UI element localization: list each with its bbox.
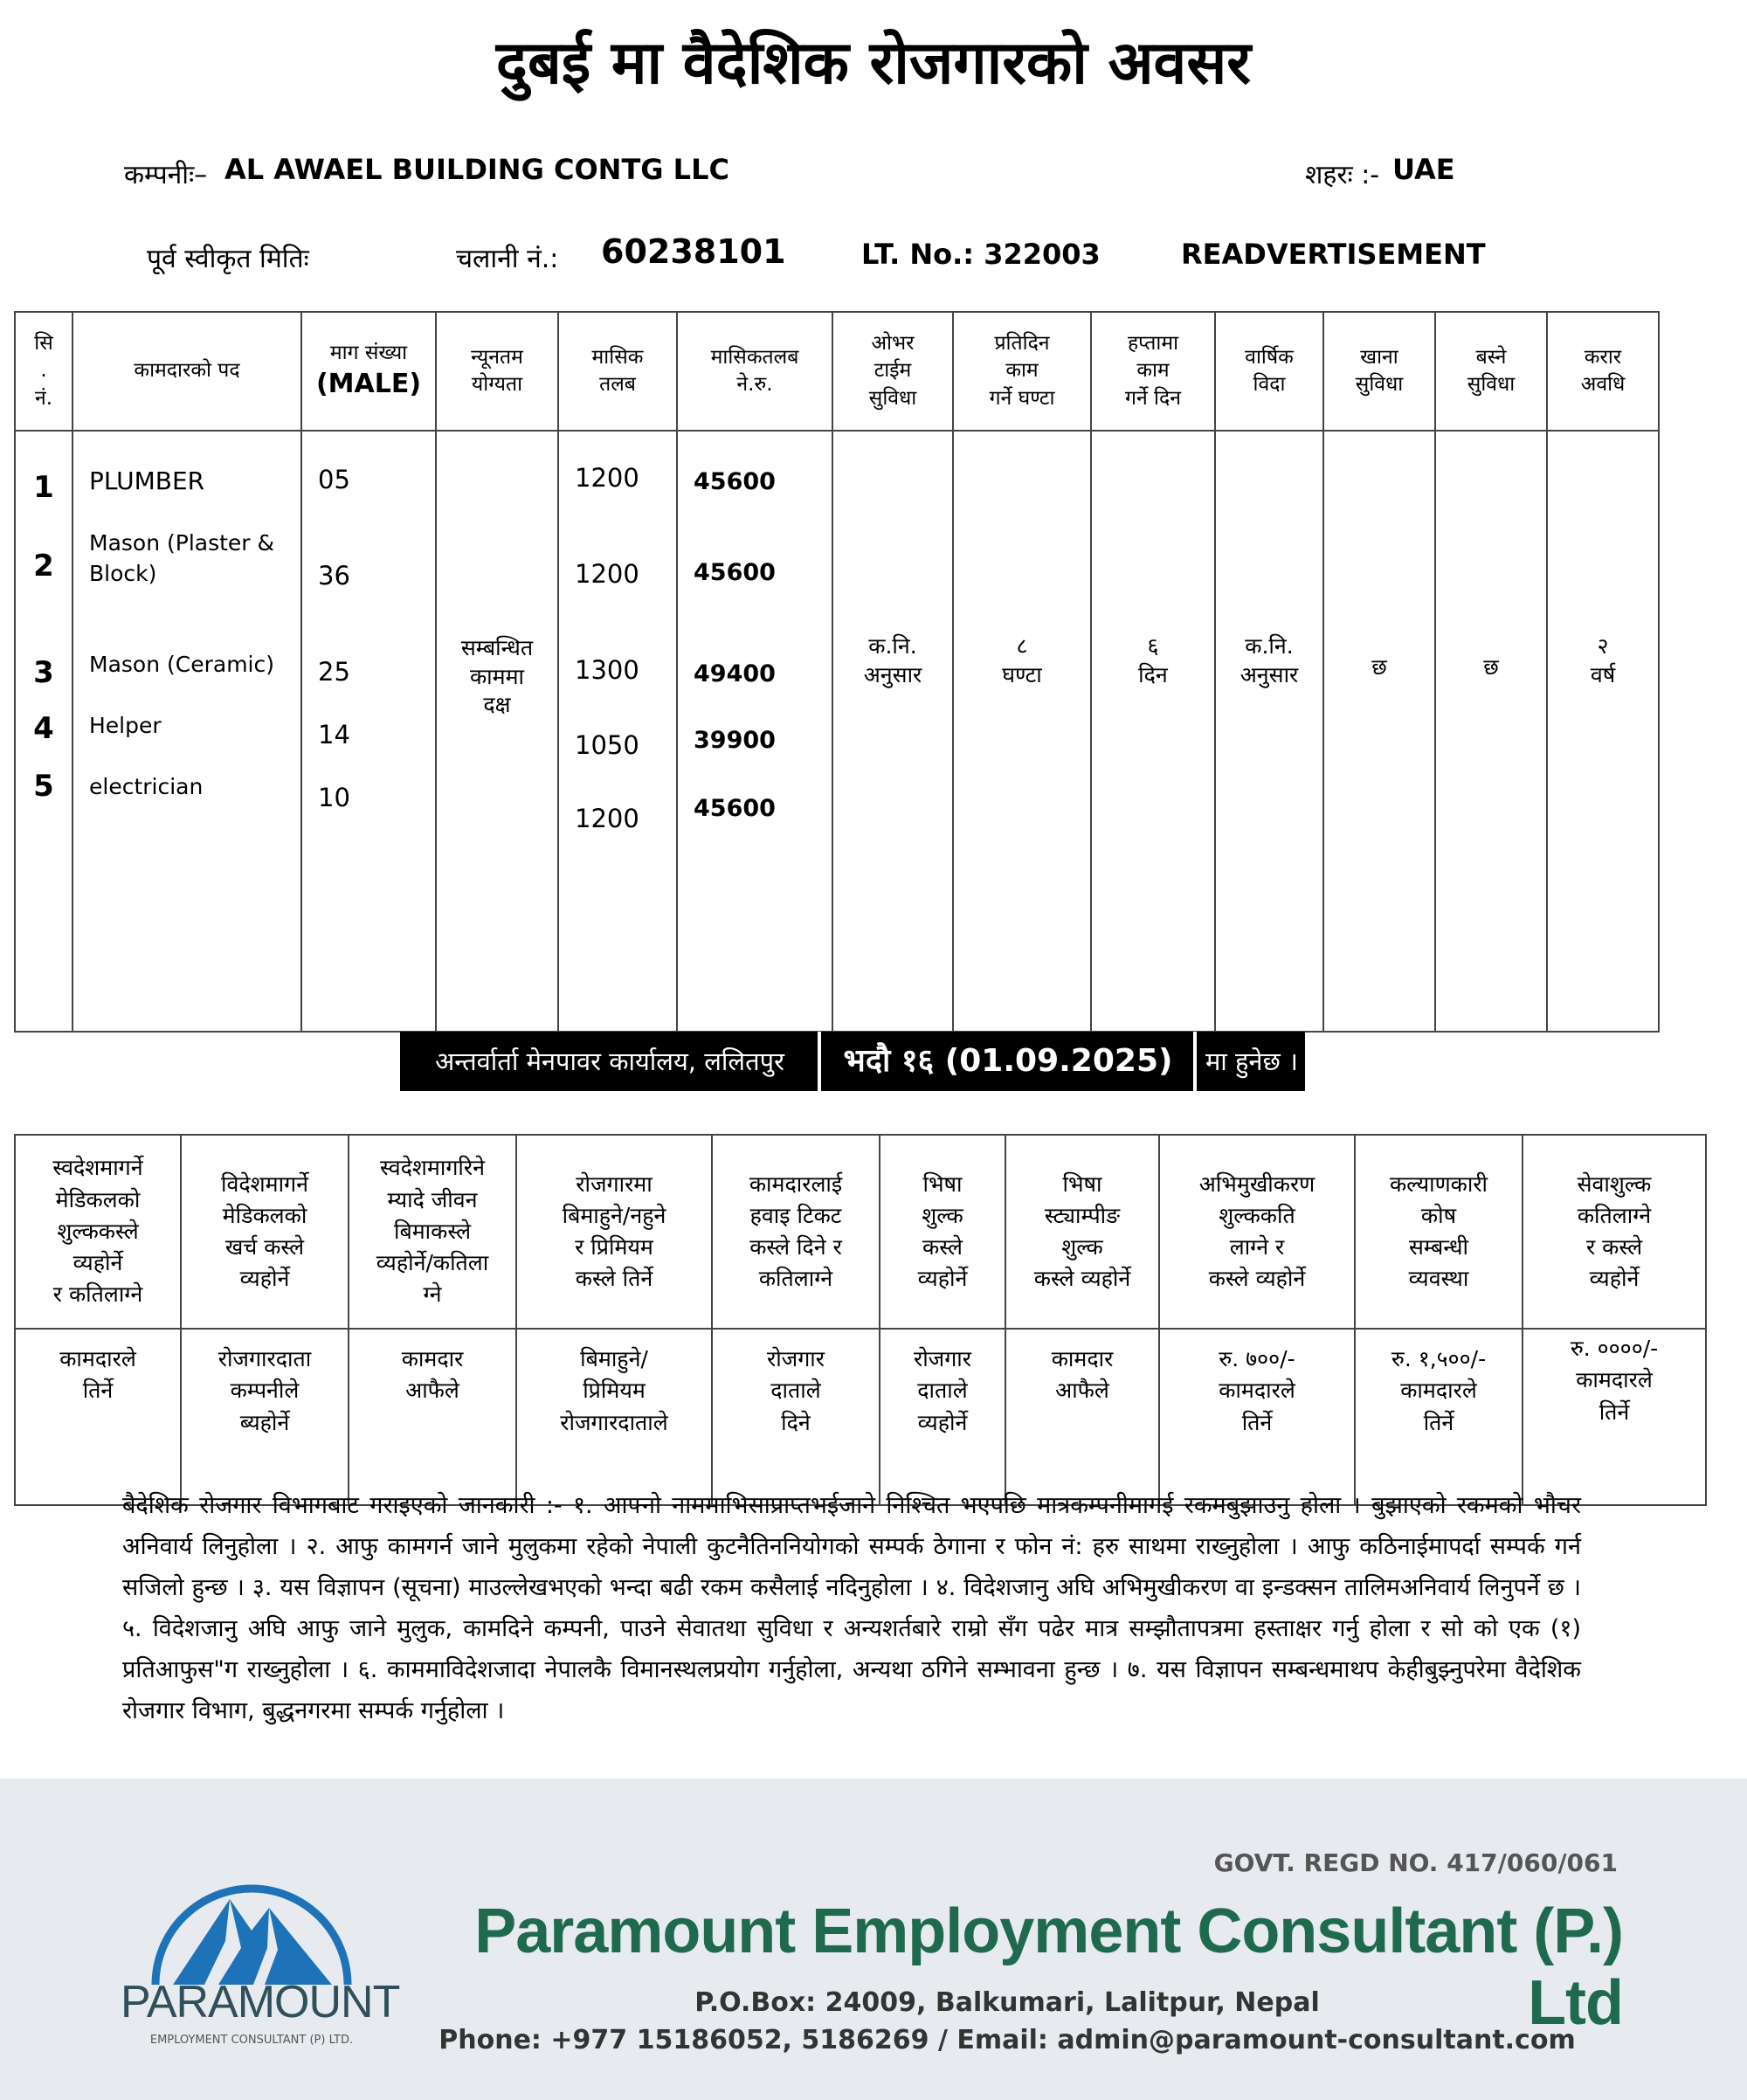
agency-address: P.O.Box: 24009, Balkumari, Lalitpur, Nepal: [694, 1987, 1320, 2018]
cost-service-fee: [1523, 1329, 1706, 1505]
header-accommodation-text: बस्ने सुविधा: [1467, 345, 1516, 396]
header-demand: [301, 312, 436, 431]
header-salary-text: मासिक तलब: [591, 345, 644, 396]
header-serial: [15, 312, 73, 431]
post-3: Mason (Ceramic): [89, 652, 274, 677]
cost-visa-stamping: [1005, 1329, 1159, 1505]
days-value: ६ दिन: [1138, 633, 1168, 687]
cost-header-orientation-text: अभिमुखीकरण शुल्ककति लाग्ने र कस्ले व्यहोर्ने: [1198, 1171, 1315, 1292]
cost-header-welfare-fund-text: कल्याणकारी कोष सम्बन्धी व्यवस्था: [1389, 1171, 1488, 1292]
header-post-text: कामदारको पद: [134, 359, 240, 383]
cost-header-orientation: [1159, 1135, 1355, 1329]
interview-suffix: मा हुनेछ ।: [1205, 1047, 1299, 1076]
header-accommodation: [1435, 312, 1547, 431]
serial-5: 5: [33, 769, 54, 804]
interview-banner: [400, 1032, 1305, 1091]
cost-orientation: [1159, 1329, 1355, 1505]
cost-header-service-fee: [1523, 1135, 1706, 1329]
agency-contact: Phone: +977 15186052, 5186269 / Email: admin@paramount-consultant.com: [438, 2025, 1576, 2055]
cost-header-home-medical-text: स्वदेशमागर्ने मेडिकलको शुल्ककस्ले व्यहोर्ने र कतिलाग्ने: [52, 1155, 143, 1308]
cost-header-welfare-fund: [1355, 1135, 1523, 1329]
cost-header-abroad-medical: [181, 1135, 349, 1329]
city-label: शहरः :-: [1305, 160, 1380, 190]
male-label: (MALE): [315, 369, 422, 400]
qualification-value: सम्बन्धित काममा दक्ष: [460, 635, 534, 717]
cost-header-service-fee-text: सेवाशुल्क कतिलाग्ने र कस्ले व्यहोर्ने: [1577, 1171, 1652, 1292]
cost-abroad-medical: [181, 1329, 349, 1505]
salary-2: 1200: [575, 559, 639, 589]
cost-life-insurance-text: कामदार आफैले: [401, 1346, 464, 1404]
city-value: UAE: [1392, 153, 1455, 186]
qty-1: 05: [318, 465, 350, 494]
notice-text: बैदेशिक रोजगार विभागबाट गराइएको जानकारी :- १. आफ्नो नाममाभिसाप्राप्तभईजाने निश्चित भएपछि मात्रकम्पनीमागई रकमबुझाउनु होला । बुझाएको रकमको भौचर अनिवार्य लिनुहोला । २. आफु कामगर्न जाने मुलुकमा रहेको नेपाली कुटनैतिननियोगको सम्पर्क ठेगाना र फोन नं: हरु साथमा राख्नुहोला । आफु कठिनाईमापर्दा सम्पर्क गर्न सजिलो हुन्छ । ३. यस विज्ञापन (सूचना) माउल्लेखभएको भन्दा बढी रकम कसैलाई नदिनुहोला । ४. विदेशजानु अघि अभिमुखीकरण वा इन्डक्सन तालिमअनिवार्य लिनुपर्ने छ । ५. विदेशजानु अघि आफु जाने मुलुक, कामदिने कम्पनी, पाउने सेवातथा सुविधा र अन्यशर्तबारे राम्रो सँग पढेर मात्र सम्झौतापत्रमा हस्ताक्षर गर्नु होला र सो को एक (१) प्रतिआफुस"ग राख्नुहोला । ६. काममाविदेशजादा नेपालकै विमानस्थलप्रयोग गर्नुहोला, अन्यथा ठगिने सम्भावना हुन्छ । ७. यस विज्ञापन सम्बन्धमाथप केहीबुझ्नुपरेमा वैदेशिक रोजगार विभाग, बुद्धनगरमा सम्पर्क गर्नुहोला ।: [122, 1492, 1582, 1724]
company-name: AL AWAEL BUILDING CONTG LLC: [224, 153, 729, 186]
salary-npr-2: 45600: [694, 559, 776, 586]
cost-air-ticket: [712, 1329, 880, 1505]
cost-home-medical-text: कामदारले तिर्ने: [59, 1346, 136, 1404]
header-serial-text: सि . नं.: [34, 332, 53, 410]
cost-home-medical: [15, 1329, 181, 1505]
accommodation-value: छ: [1483, 654, 1499, 680]
overtime-value: क.नि. अनुसार: [863, 633, 922, 687]
header-hours: [953, 312, 1091, 431]
post-2: Mason (Plaster & Block): [89, 530, 275, 586]
logo-subtitle: EMPLOYMENT CONSULTANT (P) LTD.: [149, 2034, 354, 2047]
cost-visa-fee: [880, 1329, 1005, 1505]
salary-npr-column: [677, 431, 832, 1032]
cost-header-visa-stamping-text: भिषा स्ट्याम्पीङ शुल्क कस्ले व्यहोर्ने: [1033, 1171, 1131, 1292]
interview-date: भदौ १६ (01.09.2025): [843, 1043, 1173, 1079]
banner-divider: [818, 1032, 821, 1091]
serial-column: [15, 431, 73, 1032]
jobs-table: [14, 311, 1660, 1033]
cost-abroad-medical-text: रोजगारदाता कम्पनीले ब्यहोर्ने: [218, 1346, 312, 1435]
cost-header-air-ticket-text: कामदारलाई हवाइ टिकट कस्ले दिने र कतिलाग्ने: [749, 1171, 843, 1292]
cost-header-employment-insurance: [516, 1135, 712, 1329]
salary-npr-1: 45600: [694, 468, 776, 495]
header-hours-text: प्रतिदिन काम गर्ने घण्टा: [989, 332, 1055, 410]
cost-header-abroad-medical-text: विदेशमागर्ने मेडिकलको खर्च कस्ले व्यहोर्ने: [220, 1171, 309, 1292]
cost-service-fee-text: रु. ००००/- कामदारले तिर्ने: [1570, 1336, 1659, 1425]
company-label: कम्पनीः–: [124, 160, 208, 190]
serial-3: 3: [33, 655, 54, 690]
salary-5: 1200: [575, 804, 639, 833]
cost-visa-stamping-text: कामदार आफैले: [1051, 1346, 1114, 1404]
cost-welfare-fund-text: रु. १,५००/- कामदारले तिर्ने: [1391, 1346, 1487, 1435]
chalani-number: 60238101: [601, 232, 786, 271]
qty-column: [301, 431, 436, 1032]
salary-4: 1050: [575, 730, 639, 760]
header-qualification: [436, 312, 558, 431]
header-salary: [558, 312, 677, 431]
salary-npr-4: 39900: [694, 727, 776, 754]
qty-3: 25: [318, 657, 350, 687]
hours-column: [953, 431, 1091, 1032]
overtime-column: [832, 431, 953, 1032]
post-4: Helper: [89, 713, 162, 738]
cost-header-visa-fee: [880, 1135, 1005, 1329]
salary-column: [558, 431, 677, 1032]
cost-welfare-fund: [1355, 1329, 1523, 1505]
cost-header-home-medical: [15, 1135, 181, 1329]
hours-value: ८ घण्टा: [1002, 633, 1042, 687]
header-qualification-text: न्यूनतम योग्यता: [471, 345, 523, 396]
salary-3: 1300: [575, 655, 639, 685]
approval-label: पूर्व स्वीकृत मितिः: [147, 244, 309, 274]
post-column: [73, 431, 301, 1032]
serial-1: 1: [33, 470, 54, 505]
interview-location: अन्तर्वार्ता मेनपावर कार्यालय, ललितपुर: [435, 1047, 784, 1076]
header-days-text: हप्तामा काम गर्ने दिन: [1125, 332, 1181, 410]
header-leave: [1215, 312, 1323, 431]
costs-table: [14, 1134, 1707, 1506]
qty-5: 10: [318, 783, 350, 812]
header-salary-npr: [677, 312, 832, 431]
qualification-column: [436, 431, 558, 1032]
cost-header-visa-stamping: [1005, 1135, 1159, 1329]
header-leave-text: वार्षिक विदा: [1245, 345, 1294, 396]
cost-header-air-ticket: [712, 1135, 880, 1329]
accommodation-column: [1435, 431, 1547, 1032]
cost-header-visa-fee-text: भिषा शुल्क कस्ले व्यहोर्ने: [917, 1171, 968, 1292]
header-contract: [1547, 312, 1659, 431]
salary-1: 1200: [575, 463, 639, 493]
mountain-logo-icon: [138, 1845, 365, 2063]
page-title: दुबई मा वैदेशिक रोजगारको अवसर: [495, 29, 1252, 98]
header-days: [1091, 312, 1215, 431]
food-column: [1323, 431, 1435, 1032]
chalani-label: चलानी नं.:: [456, 244, 559, 274]
qty-2: 36: [318, 561, 350, 591]
leave-column: [1215, 431, 1323, 1032]
header-demand-text: माग संख्या: [329, 342, 408, 365]
days-column: [1091, 431, 1215, 1032]
cost-air-ticket-text: रोजगार दाताले दिने: [766, 1346, 825, 1435]
serial-2: 2: [33, 549, 54, 584]
logo-wordmark: PARAMOUNT: [121, 1977, 400, 2027]
cost-header-employment-insurance-text: रोजगारमा बिमाहुने/नहुने र प्रिमियम कस्ले तिर्ने: [562, 1171, 666, 1292]
header-food-text: खाना सुविधा: [1355, 345, 1404, 396]
cost-header-life-insurance-text: स्वदेशमागरिने म्यादे जीवन बिमाकस्ले व्यहोर्ने/कतिला ग्ने: [376, 1155, 489, 1308]
cost-header-life-insurance: [349, 1135, 516, 1329]
header-overtime: [832, 312, 953, 431]
lt-number: LT. No.: 322003: [861, 238, 1101, 271]
serial-4: 4: [33, 711, 54, 746]
header-salary-npr-text: मासिकतलब ने.रु.: [710, 345, 799, 396]
cost-life-insurance: [349, 1329, 516, 1505]
header-food: [1323, 312, 1435, 431]
post-5: electrician: [89, 774, 204, 799]
salary-npr-3: 49400: [694, 660, 776, 687]
govt-regd-number: GOVT. REGD NO. 417/060/061: [1213, 1848, 1618, 1877]
cost-visa-fee-text: रोजगार दाताले व्यहोर्ने: [913, 1346, 972, 1435]
readvertisement-label: READVERTISEMENT: [1181, 238, 1486, 271]
cost-orientation-text: रु. ७००/- कामदारले तिर्ने: [1219, 1346, 1295, 1435]
contract-column: [1547, 431, 1659, 1032]
salary-npr-5: 45600: [694, 795, 776, 822]
cost-employment-insurance: [516, 1329, 712, 1505]
food-value: छ: [1371, 654, 1387, 680]
post-1: PLUMBER: [89, 466, 205, 495]
banner-divider: [1193, 1032, 1197, 1091]
header-overtime-text: ओभर टाईम सुविधा: [868, 332, 917, 410]
leave-value: क.नि. अनुसार: [1239, 633, 1299, 687]
header-contract-text: करार अवधि: [1580, 345, 1626, 396]
qty-4: 14: [318, 720, 350, 750]
cost-employment-insurance-text: बिमाहुने/ प्रिमियम रोजगारदाताले: [560, 1346, 668, 1435]
contract-value: २ वर्ष: [1590, 633, 1616, 687]
agency-name: Paramount Employment Consultant (P.) Ltd: [474, 1896, 1623, 2038]
header-post: [73, 312, 301, 431]
